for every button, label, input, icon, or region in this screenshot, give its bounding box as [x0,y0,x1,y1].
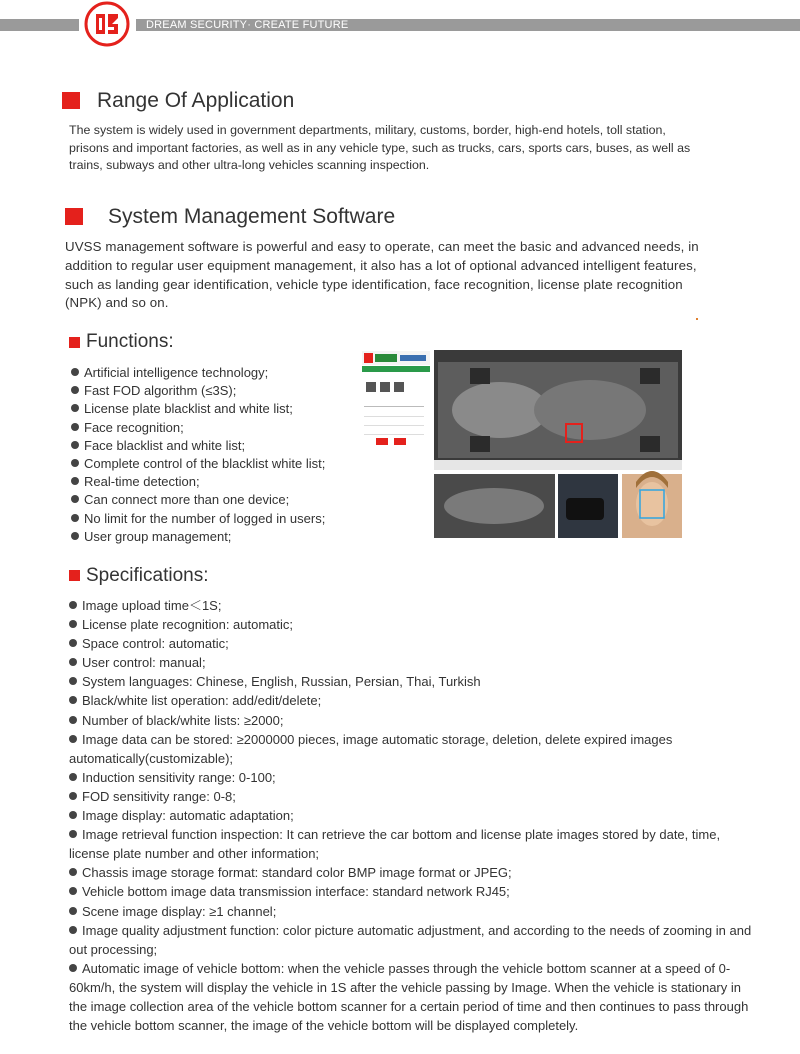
list-item: License plate recognition: automatic; [69,615,759,634]
bullet-icon [69,926,77,934]
range-text: The system is widely used in government departments, military, customs, border, high-end hotels, toll station, prisons and important factories, as well as in any vehicle type, such as trucks, cars, sports cars, buses, as well as trains, subways and other ultra-long vehicles scanning inspection. [69,123,691,172]
specifications-title: Specifications: [86,565,209,586]
list-item: User group management; [71,528,325,546]
decorative-dot [696,318,698,320]
bullet-icon [69,658,77,666]
list-item: Can connect more than one device; [71,491,325,509]
header-tagline: DREAM SECURITY· CREATE FUTURE [146,19,349,31]
header-bar-left [0,19,79,31]
list-item: Space control: automatic; [69,634,759,653]
bullet-icon [69,964,77,972]
range-title: Range Of Application [97,89,295,112]
list-item: Fast FOD algorithm (≤3S); [71,382,325,400]
list-item: No limit for the number of logged in users; [71,510,325,528]
bullet-icon [71,423,79,431]
list-item: Face recognition; [71,419,325,437]
list-item: Image display: automatic adaptation; [69,806,759,825]
list-item: Chassis image storage format: standard color BMP image format or JPEG; [69,863,759,882]
section-marker [65,208,83,225]
bullet-icon [71,368,79,376]
list-item: Vehicle bottom image data transmission interface: standard network RJ45; [69,882,759,901]
list-item: Image quality adjustment function: color picture automatic adjustment, and according to the needs of zooming in and out processing; [69,922,752,957]
bullet-icon [69,773,77,781]
bullet-icon [69,792,77,800]
bullet-icon [69,887,77,895]
list-item: Face blacklist and white list; [71,437,325,455]
bullet-icon [69,620,77,628]
list-item: Real-time detection; [71,473,325,491]
bullet-icon [71,477,79,485]
bullet-icon [69,696,77,704]
list-item: Automatic image of vehicle bottom: when the vehicle passes through the vehicle bottom scanner at a speed of 0-60km/h, the system will display the vehicle in 1S after the vehicle passing by Image. When the vehicle is stationary in the image collection area of the vehicle bottom scanner for a certain period of time and then continues to pass through the vehicle bottom scanner, the image of the vehicle bottom will be displayed completely. [69,960,749,1034]
list-item: Image data can be stored: ≥2000000 pieces, image automatic storage, deletion, delete expired images automatically(customizable); [69,731,673,766]
software-title: System Management Software [108,205,396,228]
list-item: User control: manual; [69,653,759,672]
list-item: System languages: Chinese, English, Russian, Persian, Thai, Turkish [69,672,759,691]
bullet-icon [71,386,79,394]
bullet-icon [71,495,79,503]
company-logo-icon [83,0,131,48]
bullet-icon [71,532,79,540]
bullet-icon [69,735,77,743]
software-screenshot-image [360,348,682,540]
bullet-icon [69,811,77,819]
bullet-icon [69,868,77,876]
bullet-icon [71,514,79,522]
list-item: Black/white list operation: add/edit/delete; [69,691,759,710]
list-item: Image upload time＜1S; [69,596,759,615]
bullet-icon [69,830,77,838]
section-marker [69,570,80,581]
list-item: Scene image display: ≥1 channel; [69,902,759,921]
list-item: Complete control of the blacklist white list; [71,455,325,473]
list-item: FOD sensitivity range: 0-8; [69,787,759,806]
bullet-icon [69,677,77,685]
list-item: License plate blacklist and white list; [71,400,325,418]
list-item: Artificial intelligence technology; [71,364,325,382]
bullet-icon [71,404,79,412]
functions-title: Functions: [86,331,174,352]
bullet-icon [69,639,77,647]
bullet-icon [71,459,79,467]
bullet-icon [71,441,79,449]
list-item: Induction sensitivity range: 0-100; [69,768,759,787]
specifications-list [69,596,759,1035]
bullet-icon [69,716,77,724]
list-item: Number of black/white lists: ≥2000; [69,711,759,730]
bullet-icon [69,907,77,915]
section-marker [69,337,80,348]
list-item: Image retrieval function inspection: It can retrieve the car bottom and license plate images stored by date, time, license plate number and other information; [69,827,721,862]
functions-list [71,364,325,546]
bullet-icon [69,601,77,609]
software-text: UVSS management software is powerful and easy to operate, can meet the basic and advanced needs, in addition to regular user equipment management, it also has a lot of optional advanced intelligent features, such as landing gear identification, vehicle type identification, face recognition, license plate recognition (NPK) and so on. [65,239,699,311]
section-marker [62,92,80,109]
